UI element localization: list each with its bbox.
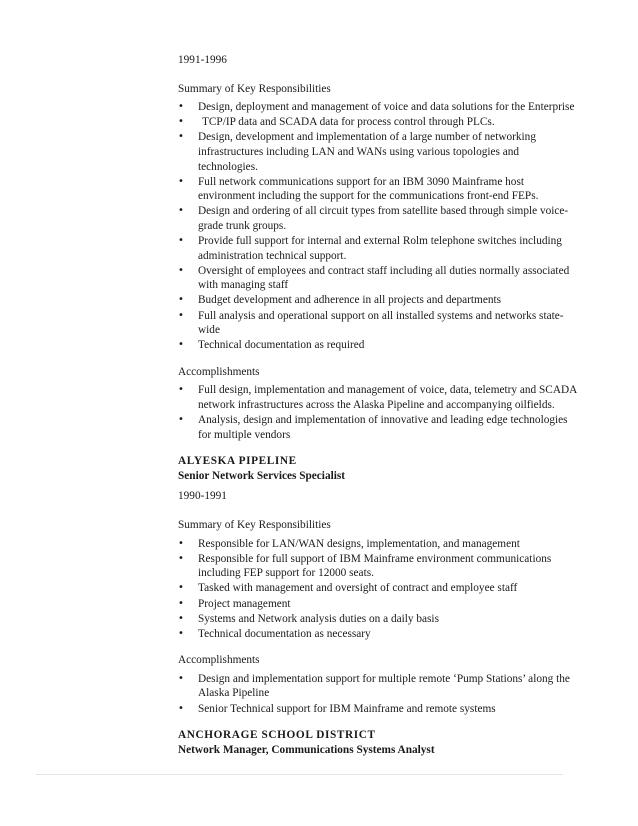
list-item: • Design and implementation support for multiple remote ‘Pump Stations’ along the Alaska Pipeline [178, 672, 570, 700]
bullet-icon: • [178, 339, 184, 351]
resume-page [178, 53, 578, 763]
list-item: • Budget development and adherence in all projects and departments [178, 294, 502, 307]
bullet-icon: • [178, 582, 184, 594]
bullet-icon: • [178, 627, 184, 639]
bullet-icon: • [178, 384, 184, 396]
accomplishments-list [178, 383, 578, 442]
list-item: • Project management [178, 597, 291, 610]
bullet-icon: • [178, 414, 184, 426]
list-item: • Oversight of employees and contract staff including all duties normally associated with managing staff [178, 264, 570, 292]
list-item: • Technical documentation as required [178, 339, 365, 352]
bullet-icon: • [178, 702, 184, 714]
job-dates: 1991-1996 [178, 54, 227, 66]
bullet-icon: • [178, 294, 184, 306]
bullet-icon: • [178, 597, 184, 609]
bullet-icon: • [178, 175, 184, 187]
job-title: Network Manager, Communications Systems Analyst [178, 743, 435, 756]
list-item: • Analysis, design and implementation of innovative and leading edge technologies for multiple vendors [178, 414, 568, 441]
responsibilities-list [178, 100, 578, 353]
accomplishments-list [178, 672, 578, 716]
list-item: • Design, deployment and management of voice and data solutions for the Enterprise [178, 101, 575, 114]
bullet-icon: • [178, 116, 184, 128]
bullet-icon: • [178, 205, 184, 217]
job-section [178, 454, 578, 716]
bullet-icon: • [178, 552, 184, 564]
responsibilities-heading: Summary of Key Responsibilities [178, 82, 331, 95]
bullet-icon: • [178, 612, 184, 624]
job-section [178, 53, 578, 442]
list-item: • Senior Technical support for IBM Mainframe and remote systems [178, 702, 496, 715]
bullet-icon: • [178, 264, 184, 276]
responsibilities-list [178, 537, 578, 642]
list-item: • TCP/IP data and SCADA data for process control through PLCs. [178, 116, 495, 129]
bullet-icon: • [178, 537, 184, 549]
job-dates: 1990-1991 [178, 490, 227, 503]
bullet-icon: • [178, 101, 184, 113]
job-section [178, 728, 578, 757]
list-item: • Full network communications support for an IBM 3090 Mainframe host environment including the support for the communications front-end FEPs. [178, 175, 539, 203]
list-item: • Responsible for LAN/WAN designs, implementation, and management [178, 537, 520, 550]
list-item: • Responsible for full support of IBM Mainframe environment communications including FEP support for 12000 seats. [178, 552, 552, 580]
company-name: ANCHORAGE SCHOOL DISTRICT [178, 729, 376, 742]
list-item: • Full analysis and operational support on all installed systems and networks state-wide [178, 309, 564, 337]
list-item: • Design, development and implementation of a large number of networking infrastructures including LAN and WANs using various topologies and technologies. [178, 131, 536, 173]
bullet-icon: • [178, 131, 184, 143]
bullet-icon: • [178, 309, 184, 321]
bullet-icon: • [178, 235, 184, 247]
accomplishments-heading: Accomplishments [178, 654, 260, 667]
responsibilities-heading: Summary of Key Responsibilities [178, 519, 331, 532]
job-title: Senior Network Services Specialist [178, 469, 346, 482]
company-name: ALYESKA PIPELINE [178, 455, 297, 468]
bullet-icon: • [178, 672, 184, 684]
list-item: • Tasked with management and oversight of contract and employee staff [178, 582, 518, 595]
list-item: • Provide full support for internal and external Rolm telephone switches including administration technical support. [178, 235, 562, 262]
accomplishments-heading: Accomplishments [178, 365, 260, 378]
list-item: • Systems and Network analysis duties on a daily basis [178, 612, 439, 625]
page-divider [36, 774, 563, 775]
list-item: • Technical documentation as necessary [178, 627, 371, 640]
list-item: • Full design, implementation and management of voice, data, telemetry and SCADA network infrastructures across the Alaska Pipeline and accompanying oilfields. [178, 384, 577, 411]
list-item: • Design and ordering of all circuit types from satellite based through simple voice-grade trunk groups. [178, 205, 569, 232]
